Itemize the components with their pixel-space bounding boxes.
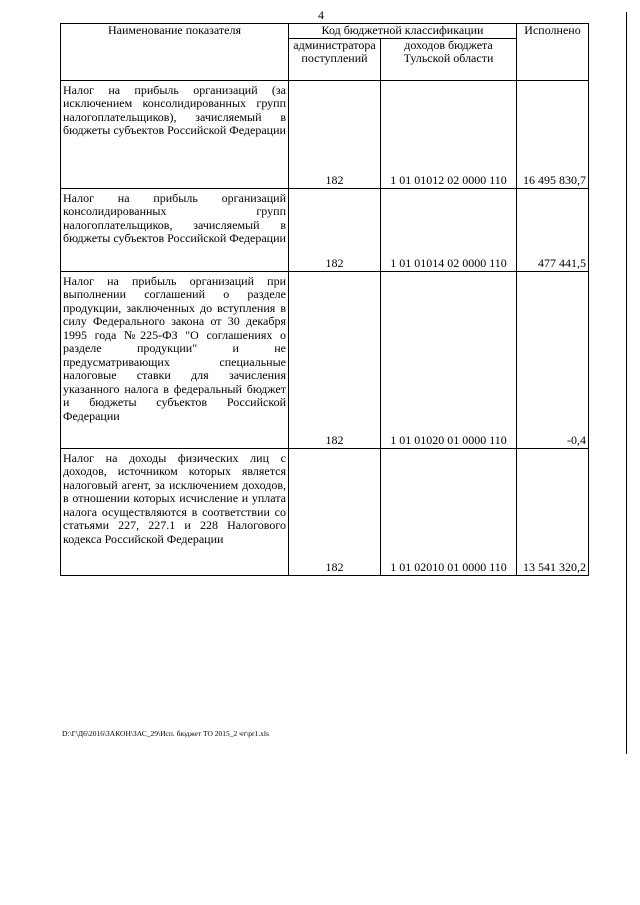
- header-indicator-name: Наименование показателя: [61, 24, 289, 81]
- income-code: 1 01 02010 01 0000 110: [381, 448, 517, 575]
- header-administrator: администратора поступлений: [289, 38, 381, 80]
- table-row: [61, 188, 589, 271]
- executed-amount: -0,4: [517, 271, 589, 448]
- scan-edge-line: [626, 12, 627, 754]
- indicator-name: Налог на прибыль организаций консолидированных групп налогоплательщиков, зачисляемый в бюджеты субъектов Российской Федерации: [61, 188, 289, 271]
- indicator-name: Налог на прибыль организаций (за исключением консолидированных групп налогоплательщиков), зачисляемый в бюджеты субъектов Российской Федерации: [61, 80, 289, 188]
- income-code: 1 01 01014 02 0000 110: [381, 188, 517, 271]
- file-path-footer: D:\Г\Д6\2016\ЗАКОН\ЗАС_29\Исп. бюджет ТО 2015_2 чт\pr1.xls: [62, 729, 269, 738]
- administrator-code: 182: [289, 448, 381, 575]
- administrator-code: 182: [289, 188, 381, 271]
- executed-amount: 477 441,5: [517, 188, 589, 271]
- header-budget-classification-code: Код бюджетной классификации: [289, 24, 517, 39]
- administrator-code: 182: [289, 271, 381, 448]
- table-row: [61, 448, 589, 575]
- indicator-name: Налог на доходы физических лиц с доходов, источником которых является налоговый агент, за исключением доходов, в отношении которых исчисление и уплата налога осуществляются в соответствии со статьями 227, 227.1 и 228 Налогового кодекса Российской Федерации: [61, 448, 289, 575]
- page-number: 4: [318, 8, 324, 22]
- budget-revenue-table: [60, 23, 589, 576]
- indicator-name: Налог на прибыль организаций при выполнении соглашений о разделе продукции, заключенных до вступления в силу Федерального закона от 30 декабря 1995 года №225-ФЗ "О соглашениях о разделе продукции" и не предусматривающих специальные налоговые ставки для зачисления указанного налога в федеральный бюджет и бюджеты субъектов Российской Федерации: [61, 271, 289, 448]
- income-code: 1 01 01020 01 0000 110: [381, 271, 517, 448]
- income-code: 1 01 01012 02 0000 110: [381, 80, 517, 188]
- header-executed: Исполнено: [517, 24, 589, 81]
- table-row: [61, 80, 589, 188]
- executed-amount: 13 541 320,2: [517, 448, 589, 575]
- table-row: [61, 271, 589, 448]
- executed-amount: 16 495 830,7: [517, 80, 589, 188]
- header-regional-income: доходов бюджета Тульской области: [381, 38, 517, 80]
- administrator-code: 182: [289, 80, 381, 188]
